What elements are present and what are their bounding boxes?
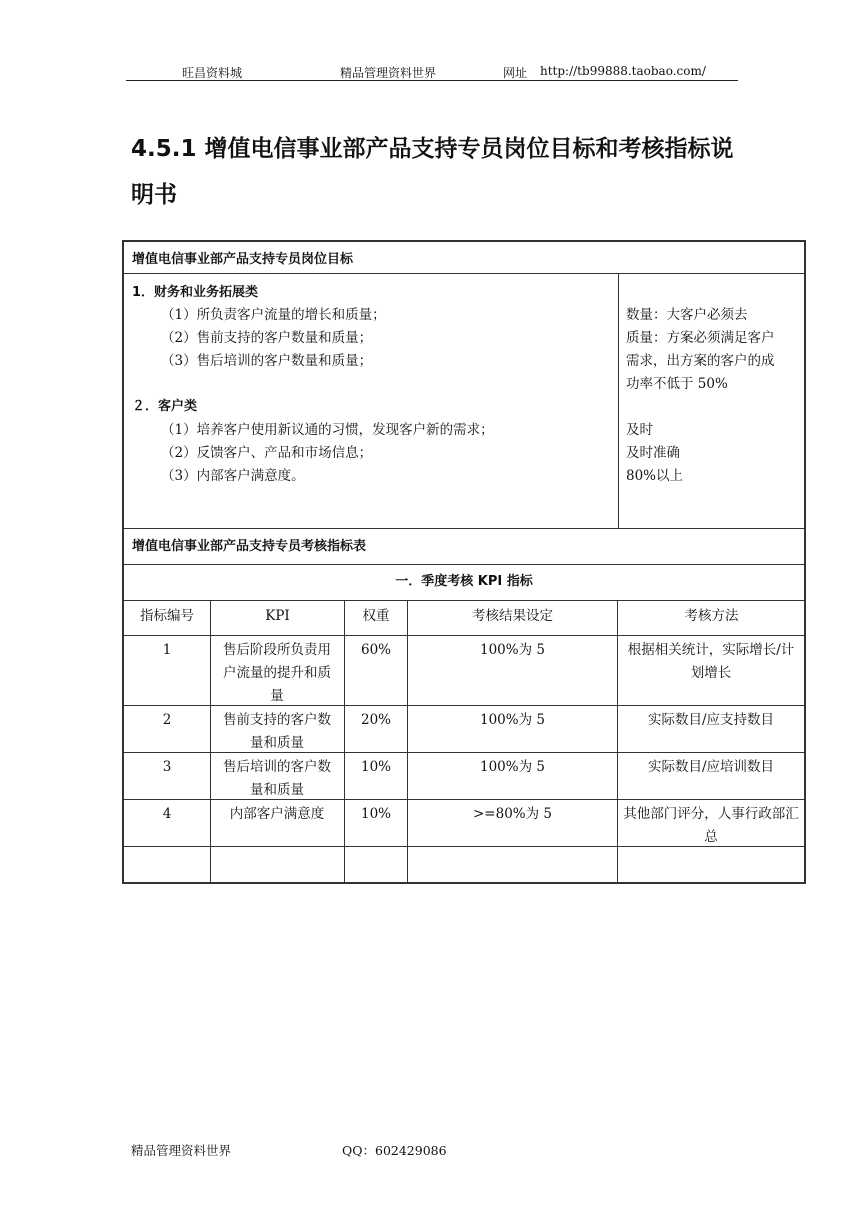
kpi-cell-method: 根据相关统计，实际增长/计划增长	[627, 642, 795, 681]
goals-section2-item: （3）内部客户满意度。	[161, 468, 305, 484]
goals-section2-title: ２．客户类	[132, 399, 198, 414]
goals-heading: 增值电信事业部产品支持专员岗位目标	[132, 252, 354, 267]
kpi-cell-id: 4	[162, 806, 172, 822]
kpi-subheading: 一．季度考核 KPI 指标	[395, 574, 533, 589]
goals-section1-item: （2）售前支持的客户数量和质量；	[161, 330, 373, 346]
column-header-kpi: KPI	[265, 608, 290, 624]
document-title-line2: 明书	[131, 182, 177, 208]
header-url-link[interactable]: http://tb99888.taobao.com/	[540, 64, 706, 78]
kpi-column-divider	[617, 600, 618, 882]
goals-standard-line: 功率不低于 50%	[626, 376, 728, 392]
goals-section2-item: （2）反馈客户、产品和市场信息；	[161, 445, 373, 461]
column-header-weight: 权重	[362, 608, 390, 624]
kpi-cell-method: 实际数目/应支持数目	[647, 712, 775, 728]
goals-standard-line: 及时	[626, 422, 653, 438]
kpi-cell-method: 实际数目/应培训数目	[647, 759, 775, 775]
kpi-cell-weight: 10%	[360, 759, 391, 775]
goals-section2-item: （1）培养客户使用新议通的习惯，发现客户新的需求；	[161, 422, 494, 438]
kpi-cell-result: 100%为 5	[480, 759, 545, 775]
goals-standard-line: 80%以上	[626, 468, 684, 484]
goals-standard-line: 质量：方案必须满足客户	[626, 330, 775, 346]
kpi-cell-kpi: 售后培训的客户数量和质量	[223, 759, 331, 798]
header-left-text: 旺昌资料城	[182, 66, 243, 80]
column-header-result: 考核结果设定	[472, 608, 553, 624]
kpi-cell-result: 100%为 5	[480, 642, 545, 658]
kpi-cell-kpi: 售后阶段所负责用户流量的提升和质量	[223, 642, 331, 704]
kpi-cell-weight: 20%	[360, 712, 391, 728]
table-rule	[122, 528, 806, 529]
goals-section1-title: 1．财务和业务拓展类	[132, 285, 259, 300]
kpi-cell-result: >=80%为 5	[472, 806, 552, 822]
kpi-cell-kpi: 售前支持的客户数量和质量	[223, 712, 331, 751]
document-title-line1: 4.5.1 增值电信事业部产品支持专员岗位目标和考核指标说	[131, 136, 734, 162]
goals-section1-item: （1）所负责客户流量的增长和质量；	[161, 307, 386, 323]
kpi-cell-kpi: 内部客户满意度	[229, 806, 325, 822]
kpi-cell-weight: 60%	[360, 642, 391, 658]
goals-standard-line: 及时准确	[626, 445, 680, 461]
table-rule	[122, 600, 806, 601]
table-rule	[122, 273, 806, 274]
column-header-id: 指标编号	[140, 608, 194, 624]
kpi-cell-result: 100%为 5	[480, 712, 545, 728]
kpi-cell-id: 3	[162, 759, 172, 775]
header-url-label: 网址	[503, 66, 528, 80]
kpi-column-divider	[210, 600, 211, 882]
document-title	[131, 126, 771, 218]
goals-column-divider	[618, 274, 619, 528]
goals-section1-item: （3）售后培训的客户数量和质量；	[161, 353, 373, 369]
table-rule	[122, 635, 806, 636]
table-rule	[122, 564, 806, 565]
kpi-cell-weight: 10%	[360, 806, 391, 822]
kpi-cell-id: 2	[162, 712, 172, 728]
page-header	[126, 60, 738, 81]
footer-left-text: 精品管理资料世界	[131, 1143, 232, 1158]
header-center-text: 精品管理资料世界	[340, 66, 437, 80]
goals-standard-line: 需求，出方案的客户的成	[626, 353, 775, 369]
goals-standard-line: 数量：大客户必须去	[626, 307, 748, 323]
kpi-cell-id: 1	[162, 642, 172, 658]
kpi-heading: 增值电信事业部产品支持专员考核指标表	[132, 539, 367, 554]
kpi-cell-method: 其他部门评分，人事行政部汇总	[623, 806, 799, 845]
footer-qq-text: QQ：602429086	[342, 1143, 447, 1158]
column-header-method: 考核方法	[684, 608, 739, 624]
